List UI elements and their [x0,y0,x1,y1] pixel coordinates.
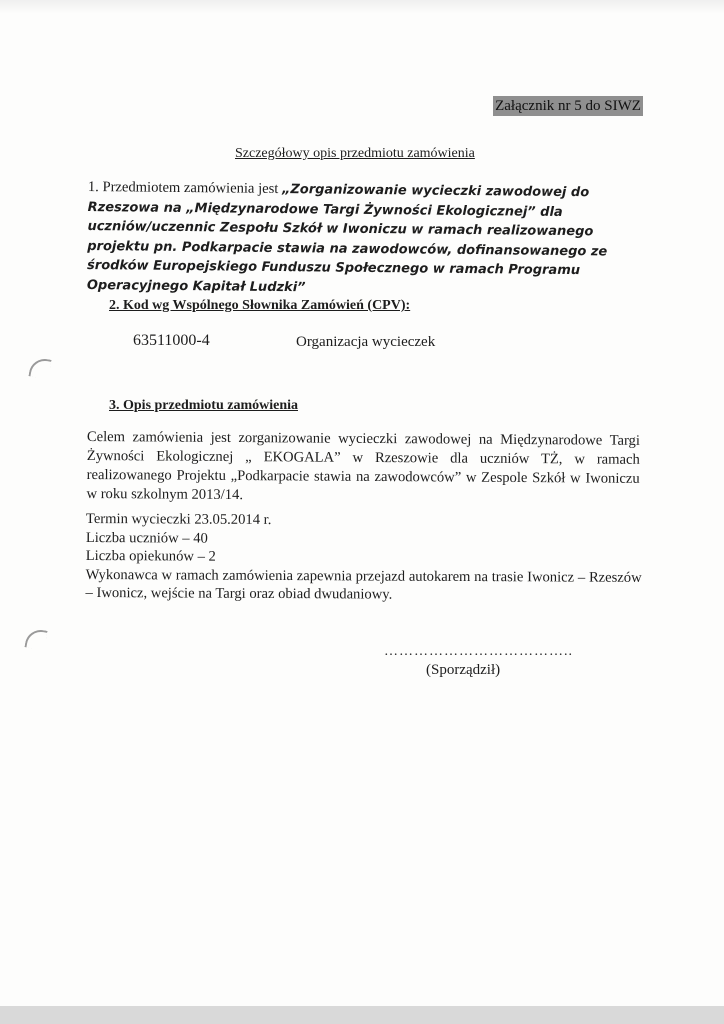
section-3-heading: 3. Opis przedmiotu zamówienia [109,398,298,413]
signature-label: (Sporządził) [426,662,501,678]
section-2-heading: 2. Kod wg Wspólnego Słownika Zamówień (CPV): [109,298,411,313]
annex-label: Załącznik nr 5 do SIWZ [493,96,643,116]
section-1-paragraph [87,178,643,301]
scan-edge-top [0,0,724,14]
cpv-code: 63511000-4 [133,332,210,349]
section-3-paragraph: Celem zamówienia jest zorganizowanie wycieczki zawodowej na Międzynarodowe Targi Żywności Ekologicznej „ EKOGALA” w Rzeszowie dla uczniów TŻ, w ramach realizowanego Projektu „Podkarpacie stawia na zawodowców” w Zespole Szkół w Iwoniczu w roku szkolnym 2013/14. [86,428,640,504]
section-1-emphasis: „Zorganizowanie wycieczki zawodowej do Rzeszowa na „Międzynarodowe Targi Żywności Ekologicznej” dla uczniów/uczennic Zespołu Szkół w Iwoniczu w ramach realizowanego projektu pn. Podkarpacie stawia na zawodowców, dofinansowanego ze środków Europejskiego Funduszu Społecznego w ramach Programu Operacyjnego Kapitał Ludzki” [86,182,608,295]
document-title: Szczegółowy opis przedmiotu zamówienia [235,146,475,161]
guardian-count: Liczba opiekunów – 2 [85,547,216,565]
contractor-obligations: Wykonawca w ramach zamówienia zapewnia przejazd autokarem na trasie Iwonicz – Rzeszów – Iwonicz, wejście na Targi oraz obiad dwudaniowy. [85,566,642,603]
punch-hole-mark-upper [28,356,51,379]
scan-edge-bottom [0,1006,724,1024]
signature-line: ……………………………….. [384,644,573,659]
section-1-lead: 1. Przedmiotem zamówienia jest [87,178,283,198]
trip-details [86,510,642,605]
cpv-description: Organizacja wycieczek [296,334,436,350]
student-count: Liczba uczniów – 40 [85,529,208,547]
punch-hole-mark-lower [24,627,47,650]
trip-date: Termin wycieczki 23.05.2014 r. [85,511,272,528]
